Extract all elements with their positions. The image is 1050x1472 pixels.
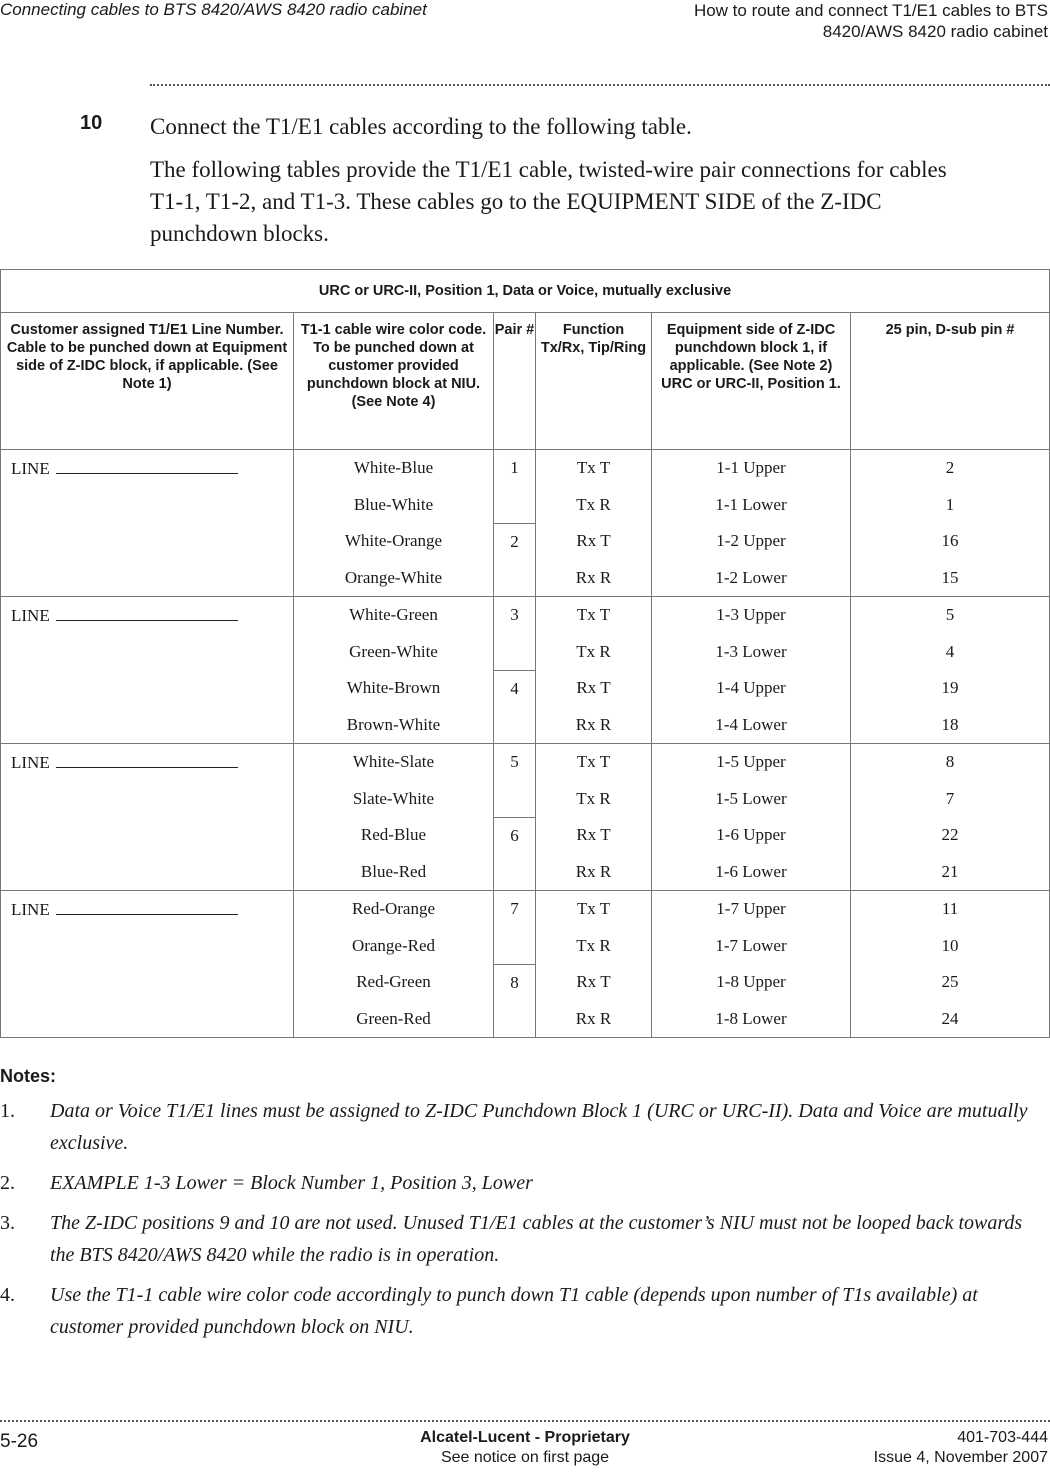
line-number-blank: [56, 752, 238, 768]
step-description-line: The following tables provide the T1/E1 cable, twisted-wire pair connections for cables: [150, 157, 947, 182]
note-item: [0, 1279, 1040, 1343]
footer-notice: See notice on first page: [440, 1449, 610, 1466]
function-cell: Rx R: [536, 1001, 652, 1038]
wire-color-cell: White-Blue: [294, 450, 494, 487]
function-cell: Rx T: [536, 817, 652, 854]
line-label: LINE: [11, 606, 50, 625]
line-number-cell: [1, 891, 294, 1038]
line-label: LINE: [11, 459, 50, 478]
function-cell: Rx T: [536, 670, 652, 707]
pair-number-cell: 1: [494, 450, 536, 524]
table-row: [1, 450, 1050, 487]
line-number-cell: [1, 450, 294, 597]
equipment-side-cell: 1-4 Lower: [652, 707, 851, 744]
note-item: [0, 1207, 1040, 1271]
equipment-side-cell: 1-1 Upper: [652, 450, 851, 487]
dsub-pin-cell: 16: [851, 523, 1050, 560]
line-number-cell: [1, 744, 294, 891]
pair-number-cell: 2: [494, 523, 536, 597]
column-header-line-number: Customer assigned T1/E1 Line Number. Cable to be punched down at Equipment side of Z-IDC block, if applicable. (See Note 1): [1, 313, 294, 450]
note-text: Data or Voice T1/E1 lines must be assigned to Z-IDC Punchdown Block 1 (URC or URC-II). Data and Voice are mutually exclusive.: [50, 1100, 1028, 1154]
note-number: 3.: [0, 1212, 15, 1234]
function-cell: Rx T: [536, 964, 652, 1001]
wire-color-cell: White-Green: [294, 597, 494, 634]
step-description-line: punchdown blocks.: [150, 221, 329, 246]
line-number-cell: [1, 597, 294, 744]
equipment-side-cell: 1-6 Upper: [652, 817, 851, 854]
function-cell: Tx R: [536, 634, 652, 671]
notes-title: Notes:: [0, 1066, 57, 1086]
dsub-pin-cell: 15: [851, 560, 1050, 597]
wire-color-cell: White-Orange: [294, 523, 494, 560]
dsub-pin-cell: 19: [851, 670, 1050, 707]
line-number-blank: [56, 899, 238, 915]
equipment-side-cell: 1-2 Upper: [652, 523, 851, 560]
table-caption: URC or URC-II, Position 1, Data or Voice, mutually exclusive: [1, 270, 1050, 313]
step-body: [150, 112, 1045, 250]
note-text: Use the T1-1 cable wire color code accordingly to punch down T1 cable (depends upon number of T1s available) at customer provided punchdown block on NIU.: [50, 1284, 978, 1338]
wire-color-cell: White-Brown: [294, 670, 494, 707]
running-header-right-line2: 8420/AWS 8420 radio cabinet: [822, 22, 1048, 41]
pair-number-cell: 8: [494, 964, 536, 1038]
footer-company: Alcatel-Lucent - Proprietary: [420, 1429, 630, 1446]
footer-dotted-rule: [0, 1420, 1050, 1422]
note-number: 4.: [0, 1284, 15, 1306]
equipment-side-cell: 1-3 Lower: [652, 634, 851, 671]
equipment-side-cell: 1-5 Upper: [652, 744, 851, 781]
column-header-function: Function Tx/Rx, Tip/Ring: [536, 313, 652, 450]
footer-proprietary-notice: [325, 1428, 725, 1468]
equipment-side-cell: 1-7 Upper: [652, 891, 851, 928]
function-cell: Tx T: [536, 597, 652, 634]
function-cell: Rx R: [536, 560, 652, 597]
running-header-left: Connecting cables to BTS 8420/AWS 8420 radio cabinet: [0, 0, 427, 19]
function-cell: Tx R: [536, 928, 652, 965]
page-number: 5-26: [0, 1431, 39, 1452]
dsub-pin-cell: 18: [851, 707, 1050, 744]
wire-color-cell: Orange-Red: [294, 928, 494, 965]
wire-color-cell: Slate-White: [294, 781, 494, 818]
notes-section: [0, 1066, 1040, 1351]
equipment-side-cell: 1-7 Lower: [652, 928, 851, 965]
dsub-pin-cell: 1: [851, 487, 1050, 524]
equipment-side-cell: 1-6 Lower: [652, 854, 851, 891]
step-number: 10: [80, 112, 103, 134]
header-dotted-rule: [150, 84, 1050, 86]
wire-color-cell: White-Slate: [294, 744, 494, 781]
function-cell: Tx T: [536, 450, 652, 487]
equipment-side-cell: 1-1 Lower: [652, 487, 851, 524]
footer-issue: Issue 4, November 2007: [873, 1449, 1048, 1466]
line-label: LINE: [11, 753, 50, 772]
footer-doc-number: 401-703-444: [957, 1429, 1048, 1446]
equipment-side-cell: 1-4 Upper: [652, 670, 851, 707]
line-number-blank: [56, 458, 238, 474]
column-header-pair: Pair #: [494, 313, 536, 450]
function-cell: Tx R: [536, 781, 652, 818]
wire-color-cell: Orange-White: [294, 560, 494, 597]
step-description: [150, 154, 1045, 250]
wire-color-cell: Red-Orange: [294, 891, 494, 928]
table-row: [1, 891, 1050, 928]
note-item: [0, 1167, 1040, 1199]
function-cell: Tx T: [536, 891, 652, 928]
step-description-line: T1-1, T1-2, and T1-3. These cables go to the EQUIPMENT SIDE of the Z-IDC: [150, 189, 882, 214]
equipment-side-cell: 1-2 Lower: [652, 560, 851, 597]
table-row: [1, 597, 1050, 634]
wire-color-cell: Red-Blue: [294, 817, 494, 854]
dsub-pin-cell: 11: [851, 891, 1050, 928]
running-header-right-line1: How to route and connect T1/E1 cables to BTS: [693, 1, 1048, 20]
pair-number-cell: 6: [494, 817, 536, 891]
pair-number-cell: 3: [494, 597, 536, 671]
dsub-pin-cell: 21: [851, 854, 1050, 891]
wire-color-cell: Red-Green: [294, 964, 494, 1001]
function-cell: Rx R: [536, 854, 652, 891]
dsub-pin-cell: 8: [851, 744, 1050, 781]
dsub-pin-cell: 10: [851, 928, 1050, 965]
dsub-pin-cell: 2: [851, 450, 1050, 487]
equipment-side-cell: 1-3 Upper: [652, 597, 851, 634]
function-cell: Rx R: [536, 707, 652, 744]
table-row: [1, 744, 1050, 781]
dsub-pin-cell: 7: [851, 781, 1050, 818]
dsub-pin-cell: 4: [851, 634, 1050, 671]
dsub-pin-cell: 22: [851, 817, 1050, 854]
note-number: 2.: [0, 1172, 15, 1194]
wire-color-cell: Green-White: [294, 634, 494, 671]
wire-color-cell: Blue-Red: [294, 854, 494, 891]
pair-number-cell: 4: [494, 670, 536, 744]
column-header-equipment-side: Equipment side of Z-IDC punchdown block 1, if applicable. (See Note 2) URC or URC-II, Position 1.: [652, 313, 851, 450]
function-cell: Tx R: [536, 487, 652, 524]
step-instruction: Connect the T1/E1 cables according to the following table.: [150, 114, 692, 139]
pair-number-cell: 7: [494, 891, 536, 965]
column-header-wire-color: T1-1 cable wire color code. To be punched down at customer provided punchdown block at NIU. (See Note 4): [294, 313, 494, 450]
dsub-pin-cell: 24: [851, 1001, 1050, 1038]
wire-color-cell: Green-Red: [294, 1001, 494, 1038]
line-label: LINE: [11, 900, 50, 919]
equipment-side-cell: 1-8 Lower: [652, 1001, 851, 1038]
note-text: EXAMPLE 1-3 Lower = Block Number 1, Position 3, Lower: [50, 1172, 533, 1194]
function-cell: Rx T: [536, 523, 652, 560]
function-cell: Tx T: [536, 744, 652, 781]
note-item: [0, 1095, 1040, 1159]
equipment-side-cell: 1-5 Lower: [652, 781, 851, 818]
wire-color-cell: Blue-White: [294, 487, 494, 524]
wire-color-cell: Brown-White: [294, 707, 494, 744]
note-number: 1.: [0, 1100, 15, 1122]
table-body: [1, 450, 1050, 1038]
footer-doc-info: [748, 1428, 1048, 1468]
line-number-blank: [56, 605, 238, 621]
dsub-pin-cell: 5: [851, 597, 1050, 634]
dsub-pin-cell: 25: [851, 964, 1050, 1001]
running-header-right: [688, 0, 1048, 42]
column-header-dsub-pin: 25 pin, D-sub pin #: [851, 313, 1050, 450]
note-text: The Z-IDC positions 9 and 10 are not used. Unused T1/E1 cables at the customer’s NIU must not be looped back towards the BTS 8420/AWS 8420 while the radio is in operation.: [50, 1212, 1023, 1266]
pair-number-cell: 5: [494, 744, 536, 818]
equipment-side-cell: 1-8 Upper: [652, 964, 851, 1001]
t1e1-connection-table: [0, 269, 1050, 1038]
